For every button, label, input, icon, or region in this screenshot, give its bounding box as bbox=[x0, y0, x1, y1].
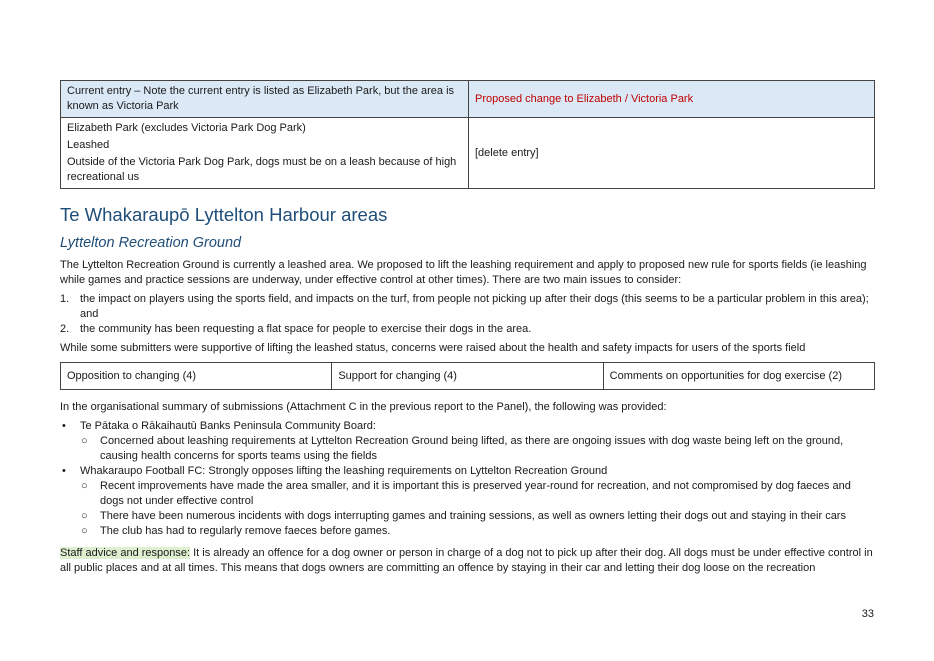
list-item bbox=[60, 464, 875, 539]
bullet-icon: • bbox=[62, 465, 66, 477]
table-body-row bbox=[61, 118, 875, 189]
comments-count-cell: Comments on opportunities for dog exercise (2) bbox=[603, 363, 874, 390]
entry-line: Outside of the Victoria Park Dog Park, dogs must be on a leash because of high recreational us bbox=[67, 156, 457, 183]
entry-line: Leashed bbox=[67, 139, 110, 151]
elizabeth-park-table bbox=[60, 80, 875, 189]
document-page bbox=[60, 80, 875, 576]
org-summary-paragraph: In the organisational summary of submissions (Attachment C in the previous report to the Panel), the following was provided: bbox=[60, 401, 667, 413]
list-item bbox=[60, 292, 875, 322]
opposition-count-cell: Opposition to changing (4) bbox=[61, 363, 332, 390]
submission-counts-table bbox=[60, 362, 875, 390]
issues-list bbox=[60, 292, 875, 337]
subsection-heading: Lyttelton Recreation Ground bbox=[60, 235, 242, 251]
sub-list bbox=[80, 479, 875, 539]
table-row bbox=[61, 363, 875, 390]
bullet-icon: • bbox=[62, 420, 66, 432]
submissions-list bbox=[60, 419, 875, 539]
section-heading: Te Whakaraupō Lyttelton Harbour areas bbox=[60, 204, 388, 225]
circle-bullet-icon: ○ bbox=[81, 510, 88, 522]
list-text: the community has been requesting a flat space for people to exercise their dogs in the area. bbox=[80, 323, 532, 335]
list-text: Whakaraupo Football FC: Strongly opposes lifting the leashing requirements on Lyttelton Recreation Ground bbox=[80, 465, 608, 477]
list-number: 2. bbox=[60, 323, 70, 335]
intro-paragraph: The Lyttelton Recreation Ground is currently a leashed area. We proposed to lift the leashing requirement and apply to proposed new rule for sports fields (ie leashing while games and practice sessions are underway, under effective control at other times). There are two main issues to consider: bbox=[60, 259, 867, 286]
entry-line: Elizabeth Park (excludes Victoria Park Dog Park) bbox=[67, 122, 306, 134]
list-item bbox=[60, 419, 875, 464]
list-text: Te Pātaka o Rākaihautū Banks Peninsula Community Board: bbox=[80, 420, 376, 432]
list-number: 1. bbox=[60, 293, 70, 305]
list-text: There have been numerous incidents with dogs interrupting games and training sessions, as well as owners letting their dogs out and staying in their cars bbox=[100, 510, 846, 522]
list-text: Concerned about leashing requirements at Lyttelton Recreation Ground being lifted, as there are ongoing issues with dog waste being left on the ground, causing health concerns for sports teams using the fields bbox=[100, 435, 844, 462]
list-text: The club has had to regularly remove faeces before games. bbox=[100, 525, 391, 537]
list-text: the impact on players using the sports field, and impacts on the turf, from people not picking up after their dogs (this seems to be a particular problem in this area); and bbox=[80, 293, 869, 320]
table-header-row bbox=[61, 81, 875, 118]
submitters-note: While some submitters were supportive of lifting the leashed status, concerns were raised about the health and safety impacts for users of the sports field bbox=[60, 342, 806, 354]
circle-bullet-icon: ○ bbox=[81, 435, 88, 447]
current-entry-header: Current entry – Note the current entry is listed as Elizabeth Park, but the area is known as Victoria Park bbox=[61, 81, 469, 118]
list-item bbox=[80, 524, 875, 539]
proposed-change-header: Proposed change to Elizabeth / Victoria Park bbox=[469, 81, 875, 118]
list-item bbox=[80, 479, 875, 509]
page-number: 33 bbox=[861, 608, 874, 620]
list-item bbox=[60, 322, 875, 337]
sub-list bbox=[80, 434, 875, 464]
circle-bullet-icon: ○ bbox=[81, 525, 88, 537]
proposed-change-cell: [delete entry] bbox=[469, 118, 875, 189]
staff-advice-paragraph bbox=[60, 546, 875, 576]
list-text: Recent improvements have made the area smaller, and it is important this is preserved year-round for recreation, and not compromised by dog faeces and dogs not under effective control bbox=[100, 480, 851, 507]
list-item bbox=[80, 434, 875, 464]
support-count-cell: Support for changing (4) bbox=[332, 363, 603, 390]
list-item bbox=[80, 509, 875, 524]
staff-advice-label: Staff advice and response: bbox=[60, 547, 191, 559]
circle-bullet-icon: ○ bbox=[81, 480, 88, 492]
current-entry-cell bbox=[61, 118, 469, 189]
staff-advice-text: It is already an offence for a dog owner or person in charge of a dog not to pick up after their dog. All dogs must be under effective control in all public places and at all times. This means that dogs owners are committing an offence by staying in their car and letting their dog loose on the recreation bbox=[60, 547, 873, 574]
